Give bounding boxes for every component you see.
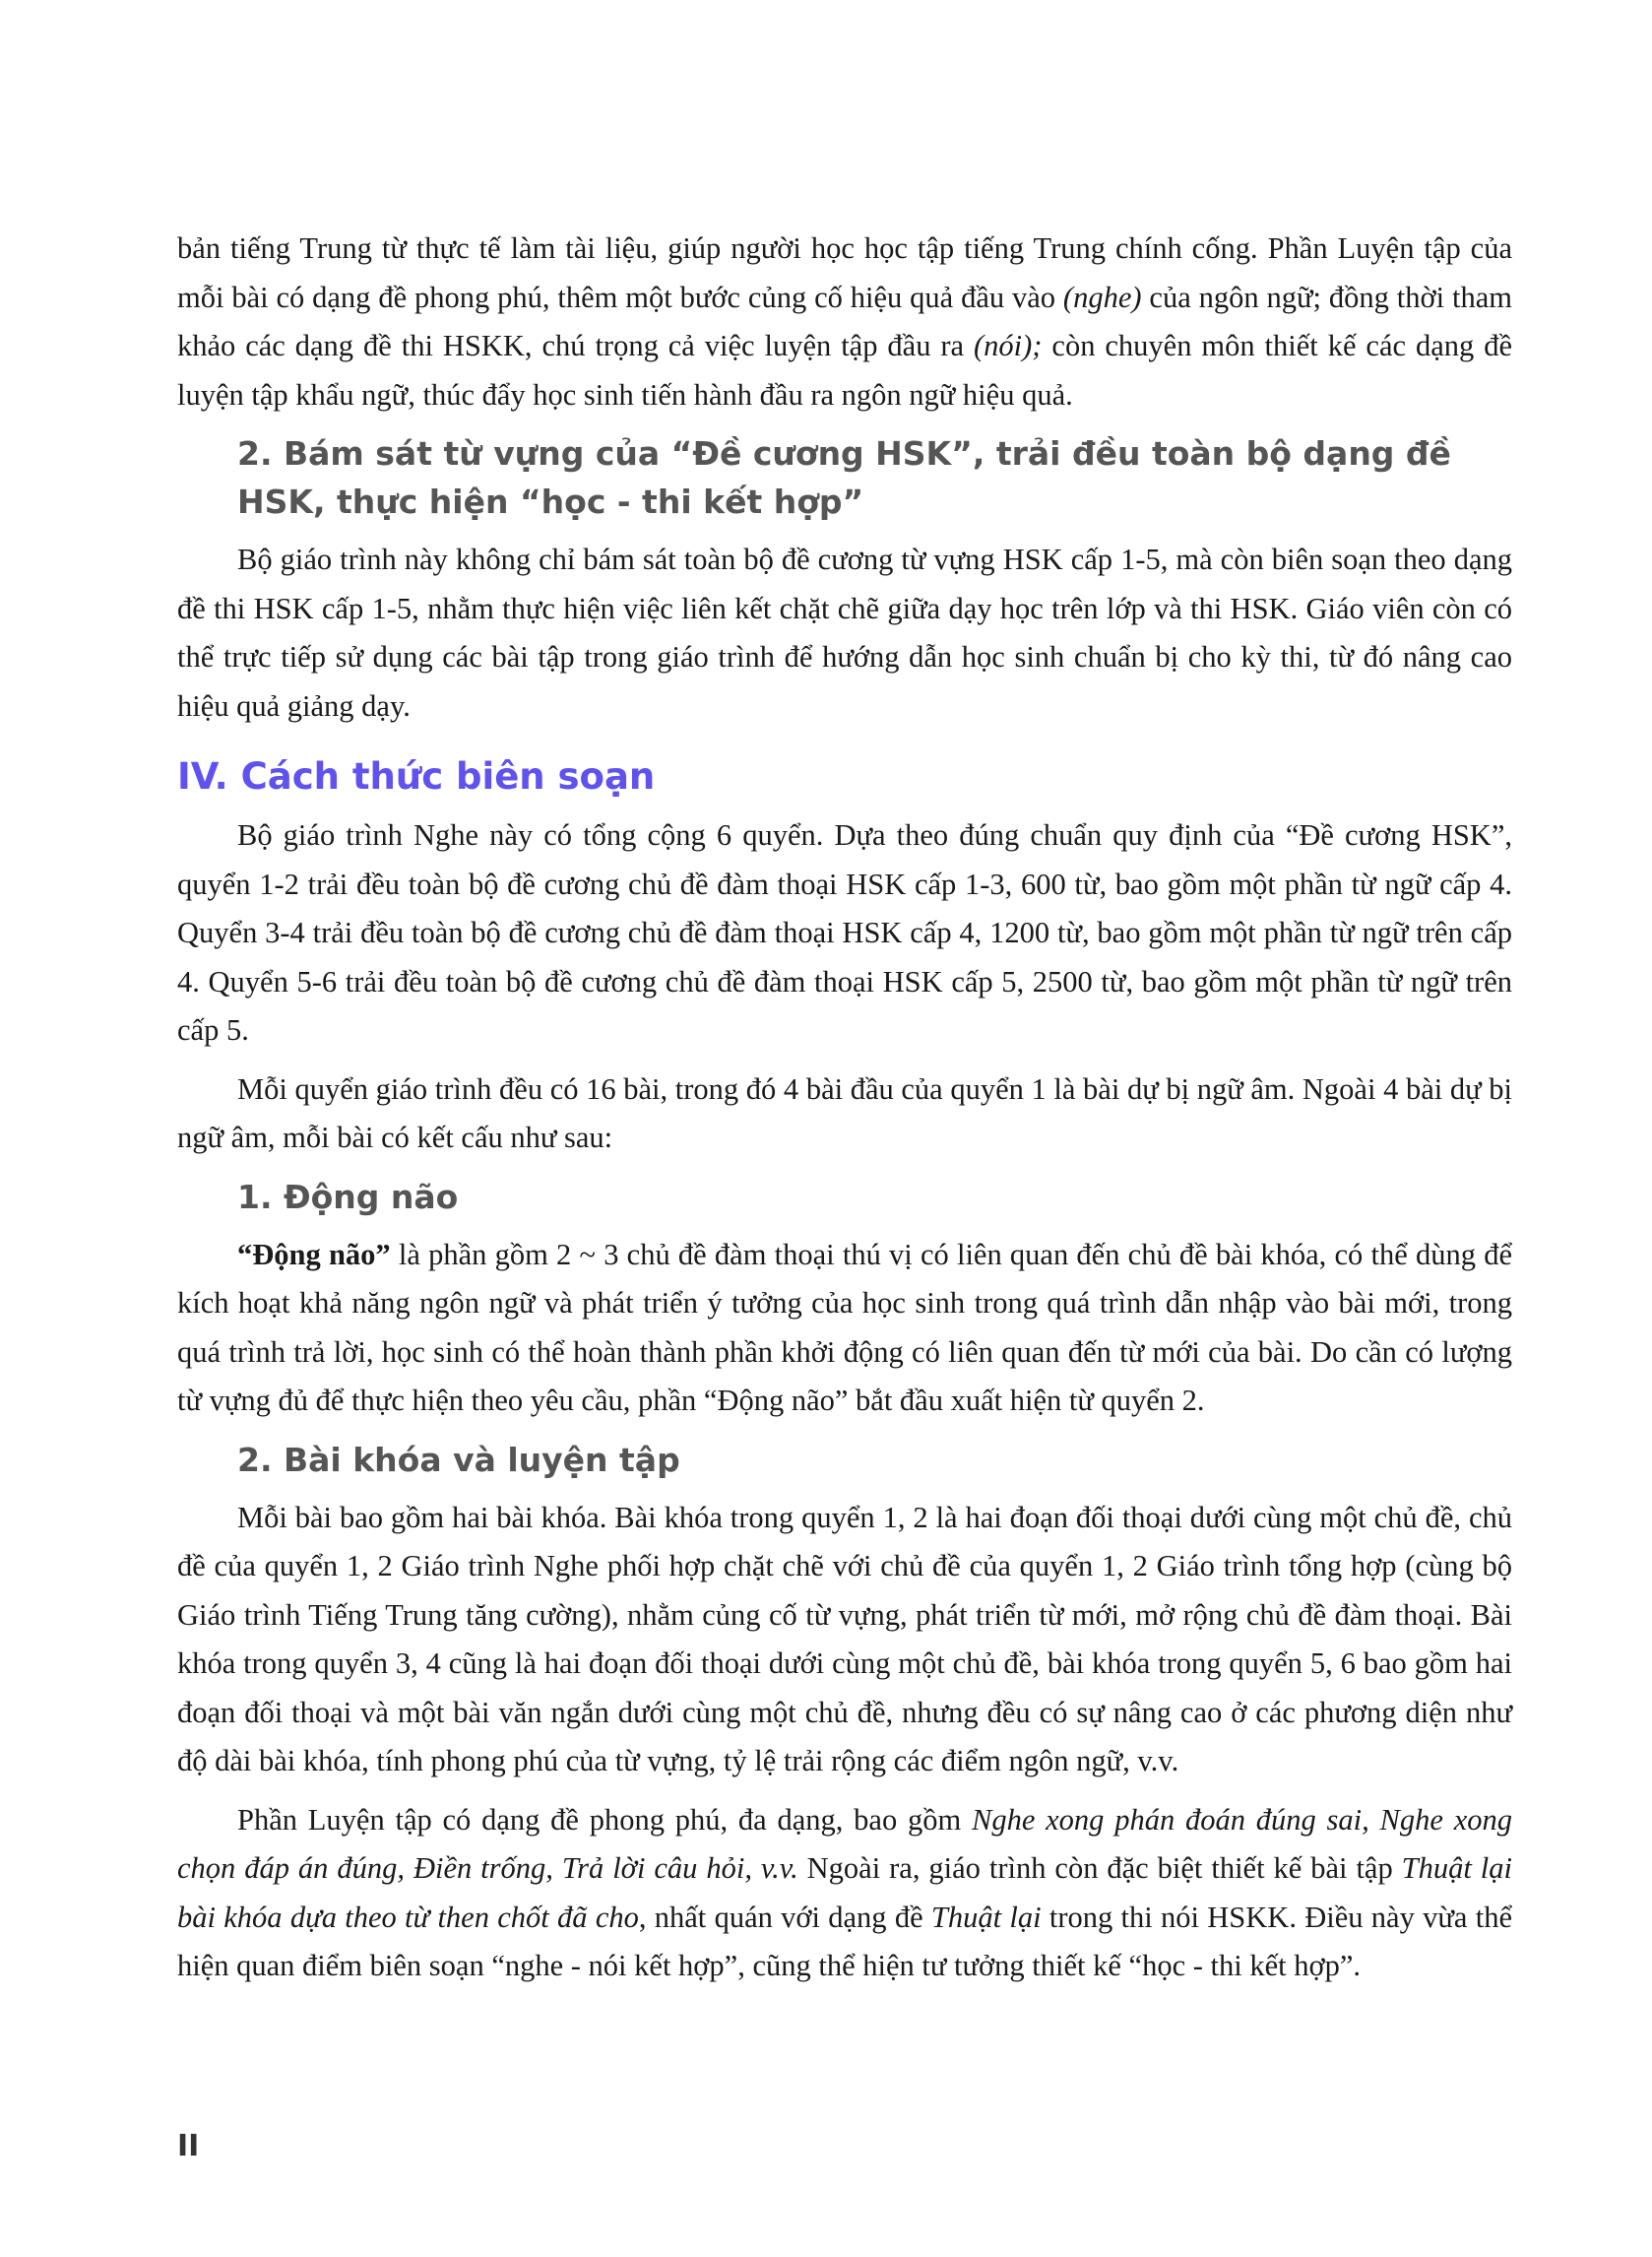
- heading-hsk-vocabulary: 2. Bám sát từ vựng của “Đề cương HSK”, trải đều toàn bộ dạng đề HSK, thực hiện “học - thi kết hợp”: [237, 434, 1451, 521]
- italic-run: Thuật lại bài khóa dựa theo từ then chốt đã cho: [177, 1851, 1512, 1934]
- text-run: , nhất quán với dạng đề: [638, 1900, 931, 1934]
- book-overview-paragraph: Bộ giáo trình Nghe này có tổng cộng 6 quyển. Dựa theo đúng chuẩn quy định của “Đề cương HSK”, quyển 1-2 trải đều toàn bộ đề cương chủ đề đàm thoại HSK cấp 1-3, 600 từ, bao gồm một phần từ ngữ cấp 4. Quyển 3-4 trải đều toàn bộ đề cương chủ đề đàm thoại HSK cấp 4, 1200 từ, bao gồm một phần từ ngữ trên cấp 4. Quyển 5-6 trải đều toàn bộ đề cương chủ đề đàm thoại HSK cấp 5, 2500 từ, bao gồm một phần từ ngữ trên cấp 5.: [177, 818, 1512, 1047]
- section-title: IV. Cách thức biên soạn: [177, 755, 656, 798]
- practice-paragraph: [177, 1796, 1512, 1991]
- text-run: trong thi nói HSKK. Điều này vừa thể hiện quan điểm biên soạn “nghe - nói kết hợp”, cũng thể hiện tư tưởng thiết kế “học - thi kết hợp”.: [177, 1900, 1512, 1982]
- heading-texts-and-practice: 2. Bài khóa và luyện tập: [237, 1440, 680, 1479]
- heading-brainstorm: 1. Động não: [237, 1177, 459, 1216]
- text-run: là phần gồm 2 ~ 3 chủ đề đàm thoại thú vị có liên quan đến chủ đề bài khóa, có thể dùng để kích hoạt khả năng ngôn ngữ và phát triển ý tưởng của học sinh trong quá trình dẫn nhập vào bài mới, trong quá trình trả lời, học sinh có thể hoàn thành phần khởi động có liên quan đến từ mới của bài. Do cần có lượng từ vựng đủ để thực hiện theo yêu cầu, phần “Động não” bắt đầu xuất hiện từ quyển 2.: [177, 1237, 1512, 1417]
- text-run: của ngôn ngữ; đồng thời tham khảo các dạng đề thi HSKK, chú trọng cả việc luyện tập đầu ra: [177, 280, 1512, 362]
- bold-run: “Động não”: [237, 1237, 391, 1271]
- italic-run: Thuật lại: [930, 1900, 1042, 1934]
- lesson-count-paragraph: Mỗi quyển giáo trình đều có 16 bài, trong đó 4 bài đầu của quyển 1 là bài dự bị ngữ âm. Ngoài 4 bài dự bị ngữ âm, mỗi bài có kết cấu như sau:: [177, 1071, 1512, 1154]
- text-run: còn chuyên môn thiết kế các dạng đề luyện tập khẩu ngữ, thúc đẩy học sinh tiến hành đầu ra ngôn ngữ hiệu quả.: [177, 329, 1512, 412]
- page-content: [177, 225, 1512, 1991]
- texts-paragraph: Mỗi bài bao gồm hai bài khóa. Bài khóa trong quyển 1, 2 là hai đoạn đối thoại dưới cùng một chủ đề, chủ đề của quyển 1, 2 Giáo trình Nghe phối hợp chặt chẽ với chủ đề của quyển 1, 2 Giáo trình tổng hợp (cùng bộ Giáo trình Tiếng Trung tăng cường), nhằm củng cố từ vựng, phát triển từ mới, mở rộng chủ đề đàm thoại. Bài khóa trong quyển 3, 4 cũng là hai đoạn đối thoại dưới cùng một chủ đề, bài khóa trong quyển 5, 6 bao gồm hai đoạn đối thoại và một bài văn ngắn dưới cùng một chủ đề, nhưng đều có sự nâng cao ở các phương diện như độ dài bài khóa, tính phong phú của từ vựng, tỷ lệ trải rộng các điểm ngôn ngữ, v.v.: [177, 1500, 1512, 1777]
- hsk-paragraph: Bộ giáo trình này không chỉ bám sát toàn bộ đề cương từ vựng HSK cấp 1-5, mà còn biên soạn theo dạng đề thi HSK cấp 1-5, nhằm thực hiện việc liên kết chặt chẽ giữa dạy học trên lớp và thi HSK. Giáo viên còn có thể trực tiếp sử dụng các bài tập trong giáo trình để hướng dẫn học sinh chuẩn bị cho kỳ thi, từ đó nâng cao hiệu quả giảng dạy.: [177, 543, 1512, 723]
- italic-run: (nói);: [974, 329, 1043, 362]
- text-run: bản tiếng Trung từ thực tế làm tài liệu, giúp người học học tập tiếng Trung chính cống. Phần Luyện tập của mỗi bài có dạng đề phong phú, thêm một bước củng cố hiệu quả đầu vào: [177, 231, 1512, 314]
- intro-paragraph: [177, 225, 1512, 419]
- italic-run: (nghe): [1062, 280, 1142, 314]
- brainstorm-paragraph: [177, 1231, 1512, 1426]
- text-run: Phần Luyện tập có dạng đề phong phú, đa dạng, bao gồm: [237, 1802, 972, 1837]
- italic-run: Nghe xong phán đoán đúng sai, Nghe xong chọn đáp án đúng, Điền trống, Trả lời câu hỏi, v.v.: [177, 1802, 1512, 1885]
- page-number: II: [177, 2129, 200, 2163]
- text-run: Ngoài ra, giáo trình còn đặc biệt thiết kế bài tập: [797, 1851, 1402, 1885]
